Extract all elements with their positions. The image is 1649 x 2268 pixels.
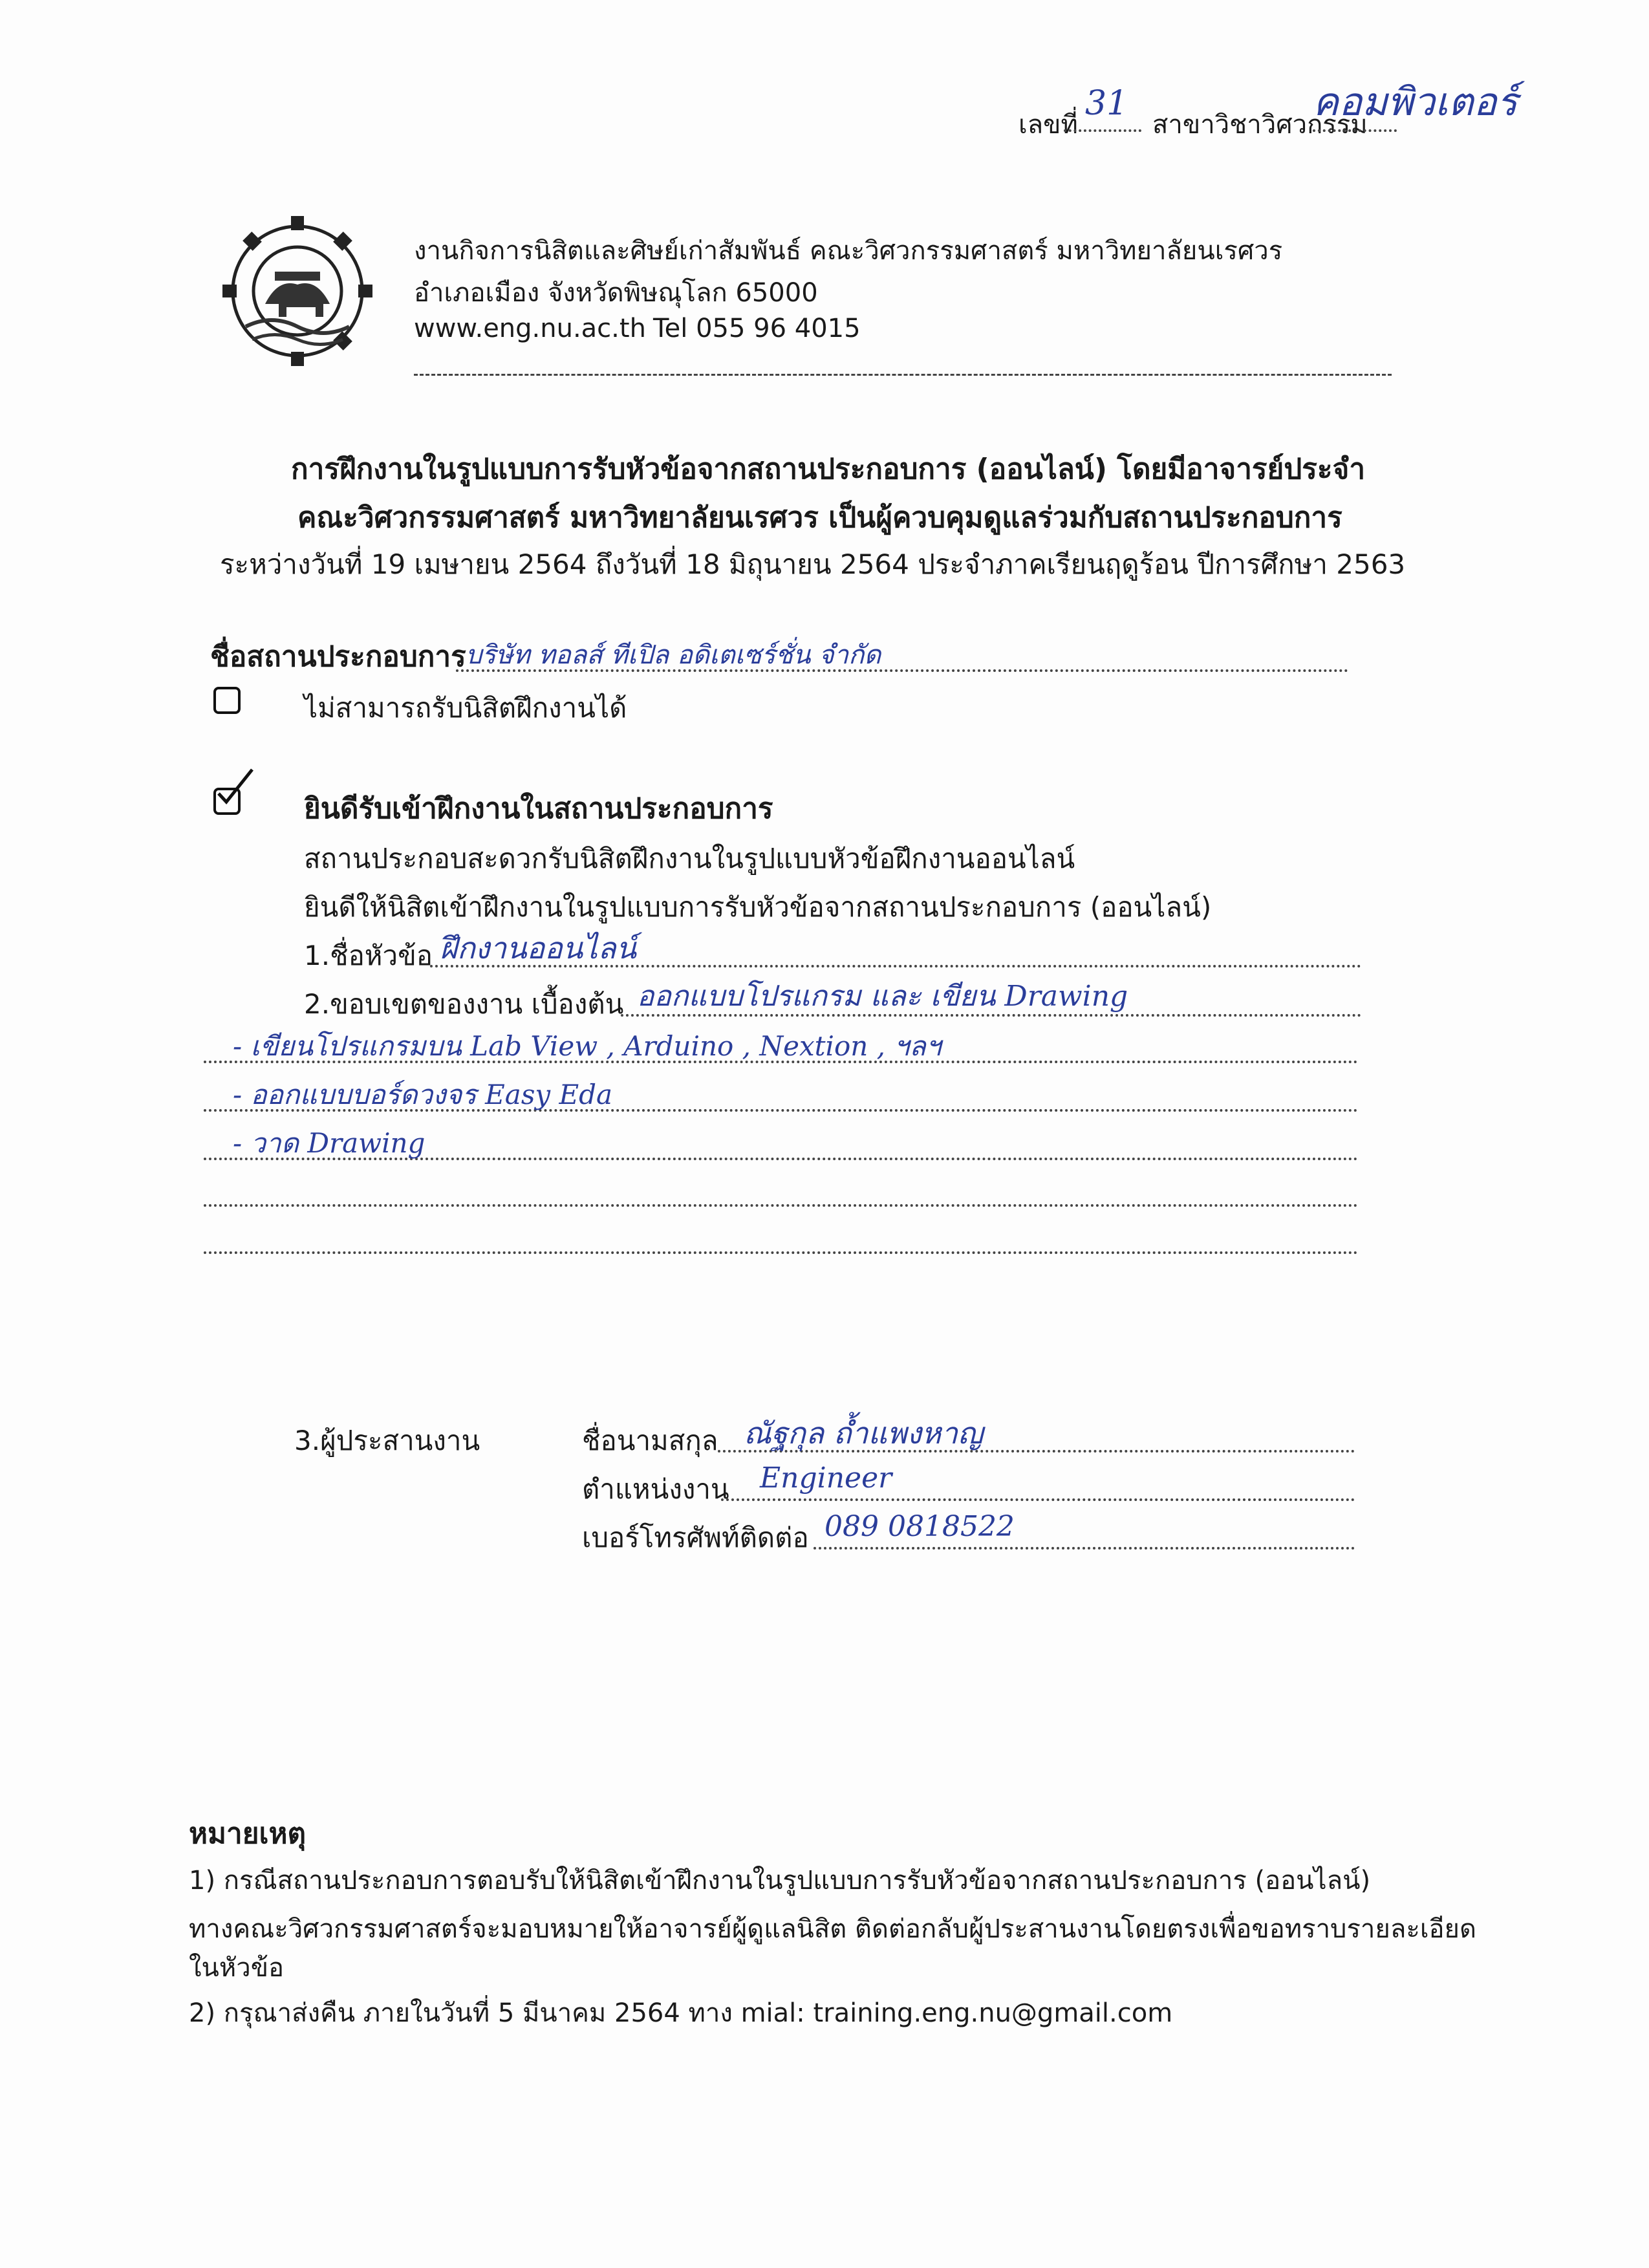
scope-line-5 — [204, 1251, 1358, 1254]
org-line2: อำเภอเมือง จังหวัดพิษณุโลก 65000 — [414, 278, 818, 308]
company-value: บริษัท ทอลส์ ทีเปิล อดิเตเซร์ชั่น จำกัด — [466, 640, 881, 670]
note1-line3: ในหัวข้อ — [189, 1953, 285, 1983]
scope-item-2: - ออกแบบบอร์ดวงจร Easy Eda — [233, 1079, 613, 1110]
coordinator-position-label: ตำแหน่งงาน — [582, 1473, 729, 1505]
accept-line1: สถานประกอบสะดวกรับนิสิตฝึกงานในรูปแบบหัวข้อฝึกงานออนไลน์ — [304, 843, 1075, 874]
coordinator-phone-dotline — [814, 1547, 1355, 1550]
accept-label: ยินดีรับเข้าฝึกงานในสถานประกอบการ — [304, 792, 773, 825]
topic-label: 1.ชื่อหัวข้อ — [304, 940, 433, 971]
coordinator-position-dotline — [721, 1498, 1355, 1501]
title-line1: การฝึกงานในรูปแบบการรับหัวข้อจากสถานประกอบการ (ออนไลน์) โดยมีอาจารย์ประจำ — [291, 453, 1366, 486]
branch-value: คอมพิวเตอร์ — [1313, 80, 1518, 125]
number-dotline — [1064, 129, 1141, 132]
coordinator-position-value: Engineer — [760, 1462, 892, 1495]
scope-value: ออกแบบโปรแกรม และ เขียน Drawing — [637, 980, 1128, 1013]
note2: 2) กรุณาส่งคืน ภายในวันที่ 5 มีนาคม 2564 ทาง mial: training.eng.nu@gmail.com — [189, 1998, 1173, 2028]
accept-checkbox[interactable] — [213, 788, 241, 815]
note1-line1: 1) กรณีสถานประกอบการตอบรับให้นิสิตเข้าฝึกงานในรูปแบบการรับหัวข้อจากสถานประกอบการ (ออนไลน์) — [189, 1866, 1371, 1895]
number-value: 31 — [1085, 84, 1128, 123]
scope-item-1: - เขียนโปรแกรมบน Lab View , Arduino , Nextion , ฯลฯ — [233, 1030, 942, 1062]
reject-label: ไม่สามารถรับนิสิตฝึกงานได้ — [304, 692, 627, 724]
org-tel: Tel 055 96 4015 — [653, 314, 861, 343]
scope-label: 2.ขอบเขตของงาน เบื้องต้น — [304, 988, 624, 1020]
scope-line-4 — [204, 1204, 1358, 1207]
title-line3: ระหว่างวันที่ 19 เมษายน 2564 ถึงวันที่ 18 มิถุนายน 2564 ประจำภาคเรียนฤดูร้อน ปีการศึกษา 2563 — [220, 548, 1406, 580]
coordinator-name-label: ชื่อนามสกุล — [582, 1425, 718, 1456]
reject-checkbox[interactable] — [213, 687, 241, 714]
accept-line2: ยินดีให้นิสิตเข้าฝึกงานในรูปแบบการรับหัวข้อจากสถานประกอบการ (ออนไลน์) — [304, 891, 1212, 923]
org-line1: งานกิจการนิสิตและศิษย์เก่าสัมพันธ์ คณะวิศวกรรมศาสตร์ มหาวิทยาลัยนเรศวร — [414, 236, 1283, 266]
coordinator-name-value: ณัฐกุล ถ้ำแพงหาญ — [744, 1416, 984, 1451]
coordinator-phone-value: 089 0818522 — [824, 1510, 1015, 1543]
scope-item-3: - วาด Drawing — [233, 1127, 426, 1159]
faculty-logo — [220, 213, 375, 369]
title-line2: คณะวิศวกรรมศาสตร์ มหาวิทยาลัยนเรศวร เป็นผู้ควบคุมดูแลร่วมกับสถานประกอบการ — [297, 501, 1342, 534]
notes-heading: หมายเหตุ — [189, 1817, 307, 1850]
note1-line2: ทางคณะวิศวกรรมศาสตร์จะมอบหมายให้อาจารย์ผู้ดูแลนิสิต ติดต่อกลับผู้ประสานงานโดยตรงเพื่อขอทราบรายละเอียด — [189, 1914, 1476, 1944]
coordinator-label: 3.ผู้ประสานงาน — [294, 1425, 480, 1456]
branch-label: สาขาวิชาวิศวกรรม — [1152, 110, 1368, 140]
number-label: เลขที่ — [1018, 110, 1078, 140]
coordinator-phone-label: เบอร์โทรศัพท์ติดต่อ — [582, 1522, 809, 1553]
company-label: ชื่อสถานประกอบการ — [210, 640, 466, 673]
checkmark-icon — [212, 764, 264, 810]
org-website[interactable]: www.eng.nu.ac.th — [414, 314, 646, 343]
header-divider — [414, 374, 1392, 376]
gear-seal-icon — [220, 213, 375, 369]
topic-value: ฝึกงานออนไลน์ — [440, 931, 637, 966]
